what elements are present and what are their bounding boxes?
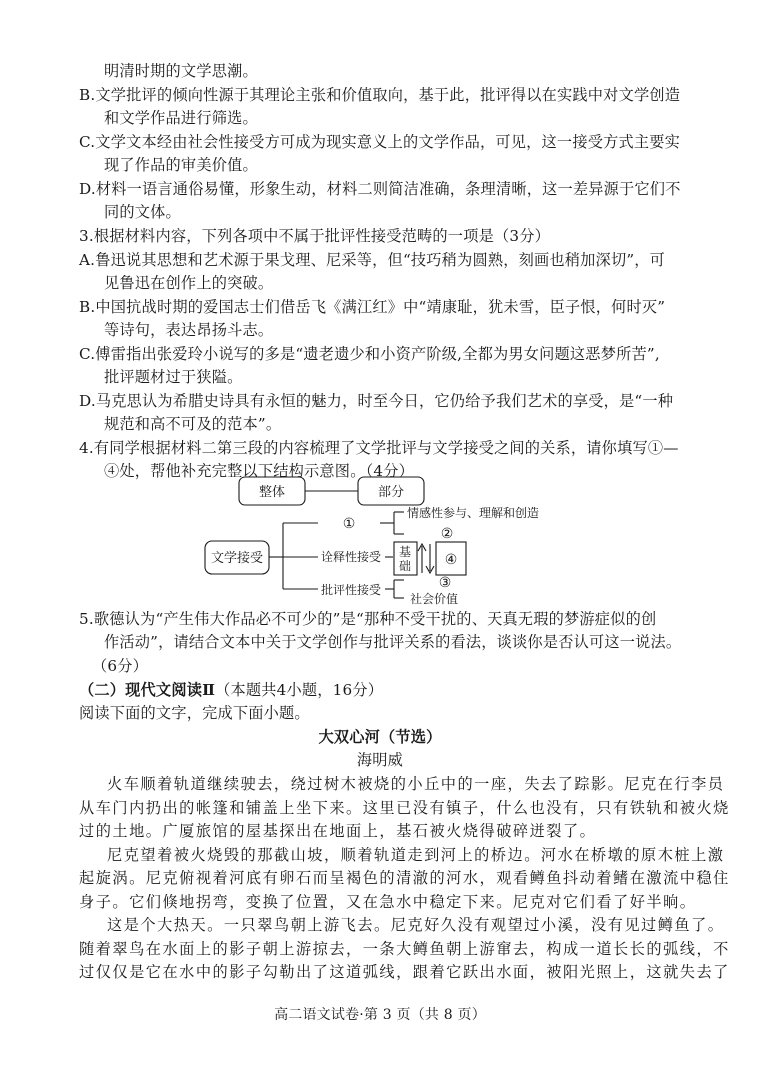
part-label: 部分 xyxy=(377,485,405,500)
q3-option-d-line1: D.马克思认为希腊史诗具有永恒的魅力，时至今日，它仍给予我们艺术的享受，是“一种 xyxy=(79,392,674,410)
q2-option-c-line1: C.文学文本经由社会性接受方可成为现实意义上的文学作品，可见，这一接受方式主要实 xyxy=(79,133,681,151)
emotional-label: 情感性参与、理解和创造 xyxy=(407,506,540,520)
q3-option-b-line1: B.中国抗战时期的爱国志士们借岳飞《满江红》中“靖康耻，犹未雪，臣子恨，何时灭” xyxy=(79,298,666,316)
reception-label: 文学接受 xyxy=(210,551,264,566)
q3-option-b-line2: 等诗句，表达昂扬斗志。 xyxy=(104,321,274,339)
q5-stem-line2: 作活动”，请结合文本中关于文学创作与批评关系的看法，谈谈你是否认可这一说法。 xyxy=(104,633,682,651)
story-p2-line1: 尼克望着被火烧毁的那截山坡，顺着轨道走到河上的桥边。河水在桥墩的原木桩上激 xyxy=(107,846,725,864)
whole-label: 整体 xyxy=(258,485,286,500)
section2-heading xyxy=(79,679,383,702)
q2-option-d-line2: 同的文体。 xyxy=(104,203,181,221)
page-footer: 高二语文试卷·第 3 页（共 8 页） xyxy=(274,1007,486,1023)
q2-option-b-line2: 和文学作品进行筛选。 xyxy=(104,109,258,127)
critical-label: 批评性接受 xyxy=(320,583,382,597)
story-author: 海明威 xyxy=(356,751,404,769)
q2-option-c-line2: 现了作品的审美价值。 xyxy=(104,156,258,174)
q3-option-c-line2: 批评题材过于狭隘。 xyxy=(104,368,243,386)
story-title: 大双心河（节选） xyxy=(318,728,442,746)
story-p3-line1: 这是个大热天。一只翠鸟朝上游飞去。尼克好久没有观望过小溪，没有见过鳟鱼了。 xyxy=(107,916,725,934)
q2-option-b-line1: B.文学批评的倾向性源于其理论主张和价值取向，基于此，批评得以在实践中对文学创造 xyxy=(79,86,681,104)
q3-stem: 3.根据材料内容，下列各项中不属于批评性接受范畴的一项是（3分） xyxy=(79,227,550,245)
story-p2-line3: 身子。它们倏地拐弯，变换了位置，又在急水中稳定下来。尼克对它们看了好半晌。 xyxy=(79,893,697,911)
q3-option-d-line2: 规范和高不可及的范本”。 xyxy=(104,415,282,433)
story-p3-line3: 过仅仅是它在水中的影子勾勒出了这道弧线，跟着它跃出水面，被阳光照上，这就失去了 xyxy=(79,963,730,981)
story-p3-line2: 随着翠鸟在水面上的影子朝上游掠去，一条大鳟鱼朝上游窜去，构成一道长长的弧线，不 xyxy=(79,940,730,958)
q4-stem-line2: ④处，帮他补充完整以下结构示意图。（4分） xyxy=(104,462,415,480)
story-p1-line1: 火车顺着轨道继续驶去，绕过树木被烧的小丘中的一座，失去了踪影。尼克在行李员 xyxy=(107,775,725,793)
q3-option-a-line2: 见鲁迅在创作上的突破。 xyxy=(104,274,274,292)
q5-stem-line1: 5.歌德认为“产生伟大作品必不可少的”是“那种不受干扰的、天真无瑕的梦游症似的创 xyxy=(79,610,657,628)
q4-stem-line1: 4.有同学根据材料二第三段的内容梳理了文学批评与文学接受之间的关系，请你填写①— xyxy=(79,439,679,457)
social-value-label: 社会价值 xyxy=(410,592,459,606)
q2-option-d-line1: D.材料一语言通俗易懂，形象生动，材料二则简洁准确，条理清晰，这一差异源于它们不 xyxy=(79,180,681,198)
basis-bottom-char: 础 xyxy=(398,559,412,573)
q5-score: （6分） xyxy=(92,657,149,675)
interpretive-label: 诠释性接受 xyxy=(320,550,382,564)
section2-instruction: 阅读下面的文字，完成下面小题。 xyxy=(79,704,310,722)
story-p2-line2: 起旋涡。尼克俯视着河底有卵石而呈褐色的清澈的河水，观看鳟鱼抖动着鳍在激流中稳住 xyxy=(79,869,730,887)
blank-1: ① xyxy=(342,516,356,532)
blank-2: ② xyxy=(440,526,454,542)
blank-4: ④ xyxy=(444,552,458,568)
basis-top-char: 基 xyxy=(398,545,412,559)
section2-heading-title: （二）现代文阅读Ⅱ xyxy=(79,681,216,699)
q2-option-a-continued: 明清时期的文学思潮。 xyxy=(104,62,258,80)
story-p1-line2: 从车门内扔出的帐篷和铺盖上坐下来。这里已没有镇子，什么也没有，只有铁轨和被火烧 xyxy=(79,799,730,817)
q3-option-c-line1: C.傅雷指出张爱玲小说写的多是“遗老遗少和小资产阶级,全都为男女问题这恶梦所苦”, xyxy=(79,345,660,363)
q3-option-a-line1: A.鲁迅说其思想和艺术源于果戈理、尼采等，但“技巧稍为圆熟，刻画也稍加深切”，可 xyxy=(79,251,666,269)
story-p1-line3: 过的土地。广厦旅馆的屋基探出在地面上，基石被火烧得破碎迸裂了。 xyxy=(79,822,597,840)
blank-3: ③ xyxy=(438,575,452,591)
section2-heading-score: （本题共4小题，16分） xyxy=(215,681,384,699)
